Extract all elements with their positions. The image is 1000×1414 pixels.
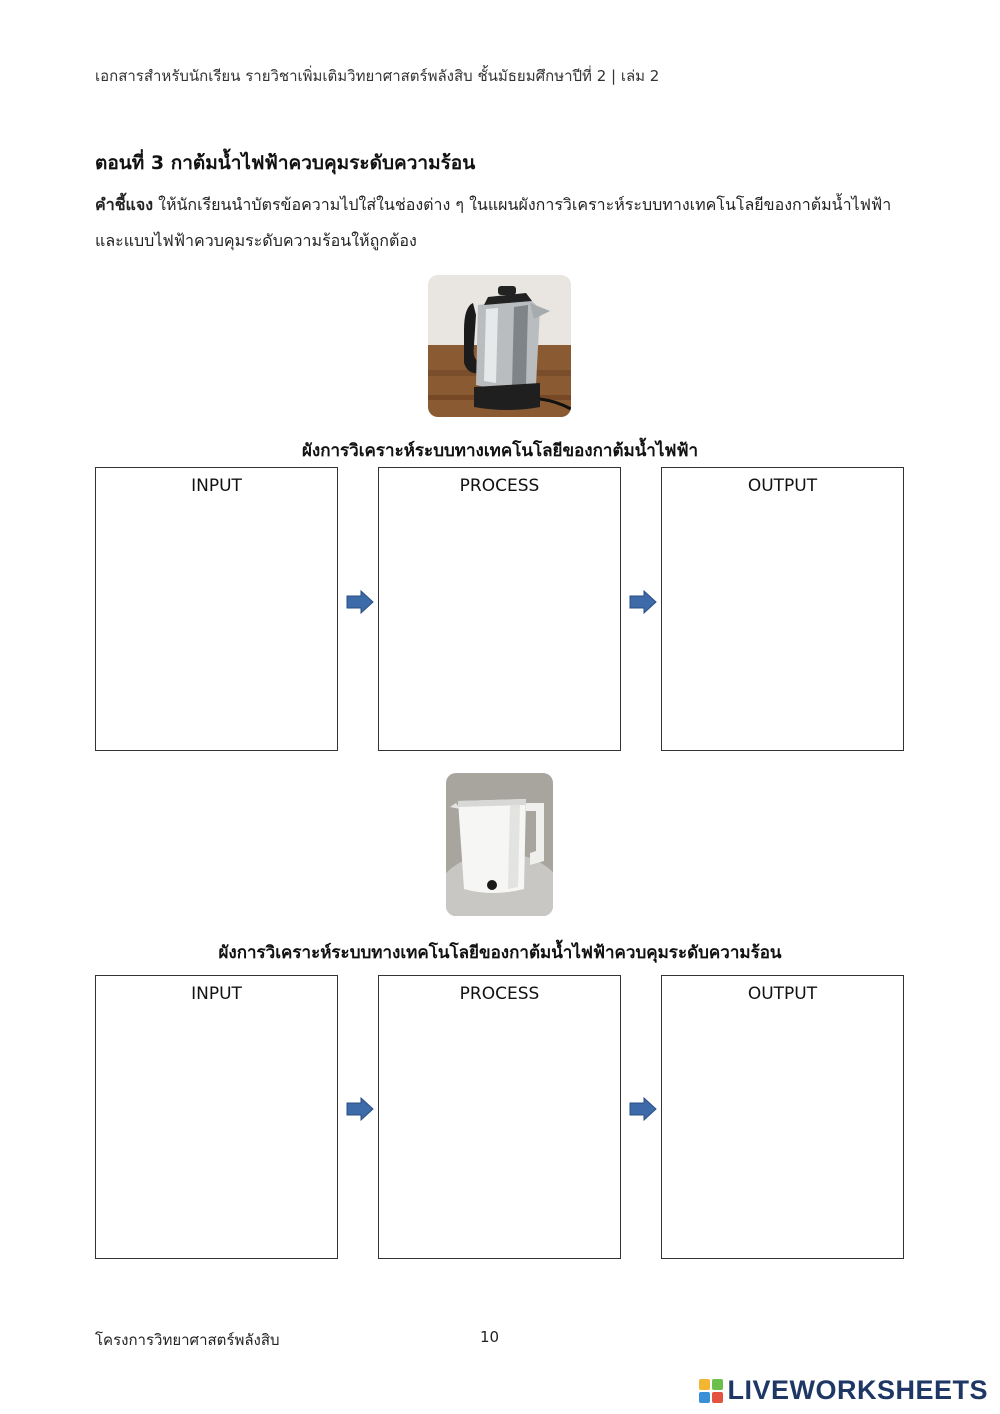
diagram1-output-box[interactable] — [661, 467, 904, 751]
diagram1-input-label: INPUT — [191, 476, 242, 496]
right-arrow-icon — [346, 1097, 374, 1121]
diagram1-process-box[interactable] — [378, 467, 621, 751]
liveworksheets-logo-icon — [699, 1379, 723, 1403]
diagram1-output-label: OUTPUT — [747, 476, 818, 496]
diagram2-input-label: INPUT — [191, 984, 242, 1004]
diagram2-process-box[interactable] — [378, 975, 621, 1259]
right-arrow-icon — [629, 590, 657, 614]
instructions — [95, 187, 915, 259]
steel-kettle-photo — [428, 275, 571, 417]
diagram2-process-label: PROCESS — [459, 984, 540, 1004]
white-kettle-photo — [446, 773, 553, 916]
right-arrow-icon — [346, 590, 374, 614]
right-arrow-icon — [629, 1097, 657, 1121]
diagram2-output-box[interactable] — [661, 975, 904, 1259]
diagram1-input-box[interactable] — [95, 467, 338, 751]
section-title: ตอนที่ 3 กาต้มน้ำไฟฟ้าควบคุมระดับความร้อน — [95, 152, 476, 174]
diagram1-title: ผังการวิเคราะห์ระบบทางเทคโนโลยีของกาต้มน้ำไฟฟ้า — [301, 441, 699, 461]
diagram1-process-label: PROCESS — [459, 476, 540, 496]
liveworksheets-brand[interactable] — [699, 1375, 988, 1406]
brand-name: LIVEWORKSHEETS — [727, 1375, 988, 1405]
diagram2-title: ผังการวิเคราะห์ระบบทางเทคโนโลยีของกาต้มน้ำไฟฟ้าควบคุมระดับความร้อน — [218, 943, 782, 963]
page-header: เอกสารสำหรับนักเรียน รายวิชาเพิ่มเติมวิทยาศาสตร์พลังสิบ ชั้นมัธยมศึกษาปีที่ 2 | เล่ม 2 — [95, 67, 660, 85]
footer-project: โครงการวิทยาศาสตร์พลังสิบ — [95, 1331, 280, 1349]
diagram2-input-box[interactable] — [95, 975, 338, 1259]
diagram2-output-label: OUTPUT — [747, 984, 818, 1004]
instruction-label: คำชี้แจง — [95, 195, 154, 214]
page-number: 10 — [480, 1328, 500, 1346]
instruction-text: ให้นักเรียนนำบัตรข้อความไปใส่ในช่องต่าง ๆ ในแผนผังการวิเคราะห์ระบบทางเทคโนโลยีของกาต้มน้ำไฟฟ้าและแบบไฟฟ้าควบคุมระดับความร้อนให้ถูกต้อง — [95, 195, 892, 250]
